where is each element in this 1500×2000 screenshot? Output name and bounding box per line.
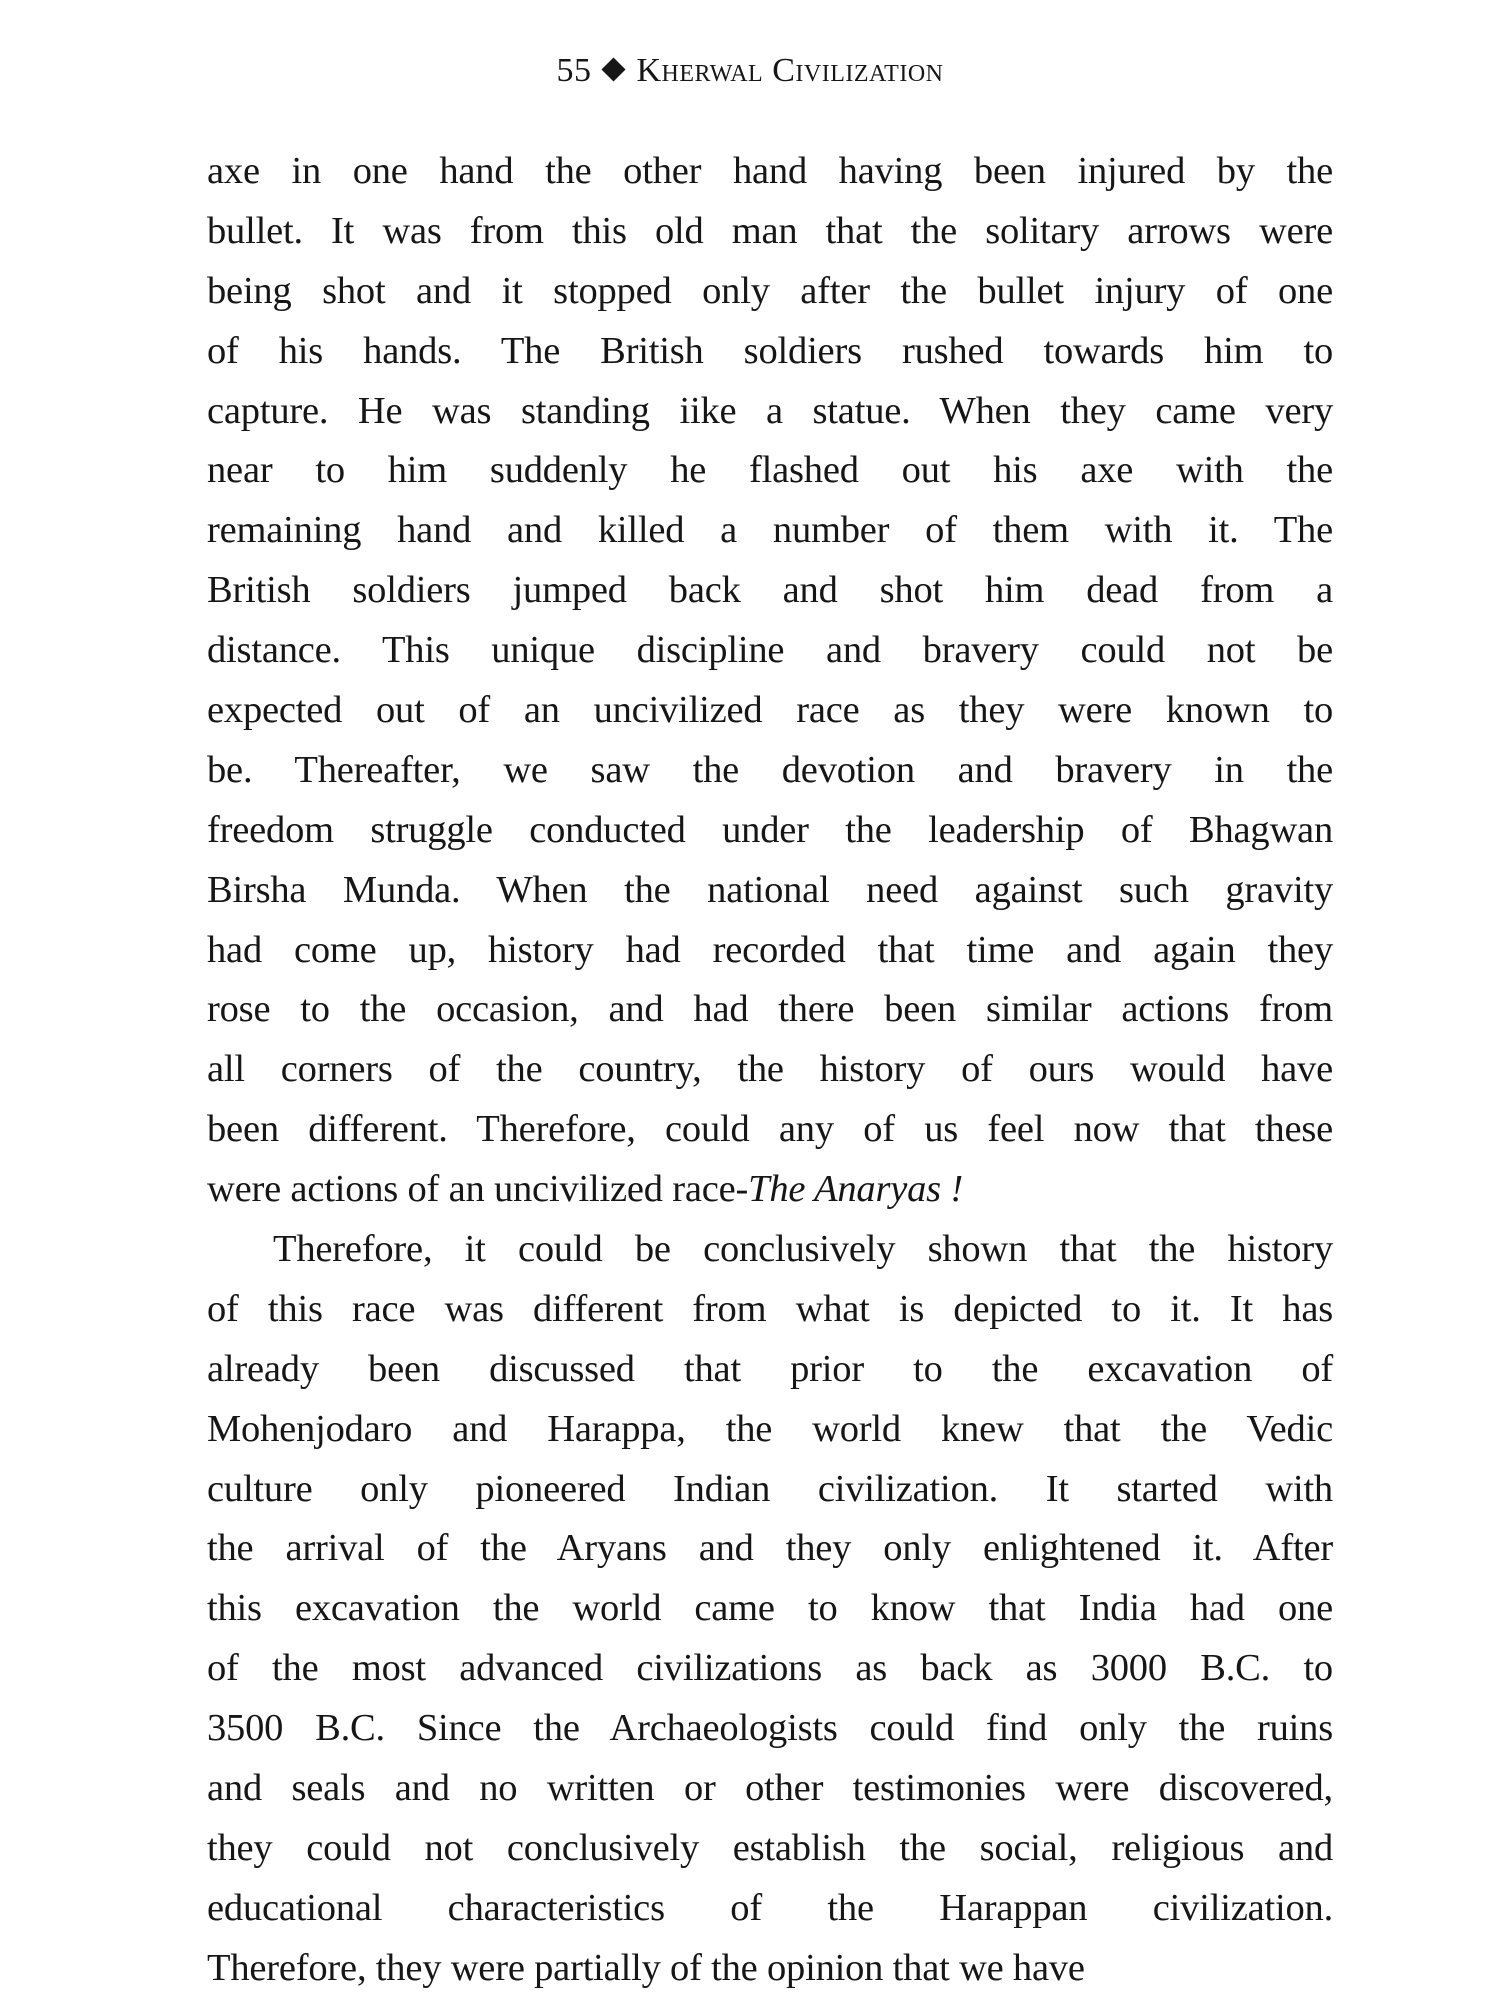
text-line bbox=[207, 1160, 1333, 1220]
text-line: the arrival of the Aryans and they only enlightened it. After bbox=[207, 1527, 1333, 1570]
text-line: being shot and it stopped only after the bullet injury of one bbox=[207, 269, 1333, 312]
text-line: of his hands. The British soldiers rushed towards him to bbox=[207, 329, 1333, 372]
text-line: of this race was different from what is depicted to it. It has bbox=[207, 1287, 1333, 1330]
text-line: culture only pioneered Indian civilization. It started with bbox=[207, 1467, 1333, 1510]
paragraph bbox=[207, 1220, 1333, 1999]
text-line: of the most advanced civilizations as back as 3000 B.C. to bbox=[207, 1647, 1333, 1690]
text-line: rose to the occasion, and had there been similar actions from bbox=[207, 988, 1333, 1031]
text-line: expected out of an uncivilized race as they were known to bbox=[207, 689, 1333, 732]
book-title: Kherwal Civilization bbox=[636, 52, 944, 89]
running-header bbox=[0, 52, 1500, 90]
text-line: all corners of the country, the history of ours would have bbox=[207, 1048, 1333, 1091]
text-line: distance. This unique discipline and bravery could not be bbox=[207, 629, 1333, 672]
text-line-italic: The Anaryas ! bbox=[748, 1168, 964, 1211]
text-line: had come up, history had recorded that time and again they bbox=[207, 928, 1333, 971]
text-line: Birsha Munda. When the national need against such gravity bbox=[207, 868, 1333, 911]
diamond-icon bbox=[602, 57, 626, 81]
text-line: they could not conclusively establish the social, religious and bbox=[207, 1826, 1333, 1869]
text-line: been different. Therefore, could any of us feel now that these bbox=[207, 1108, 1333, 1151]
text-line: this excavation the world came to know that India had one bbox=[207, 1587, 1333, 1630]
text-line: bullet. It was from this old man that the solitary arrows were bbox=[207, 209, 1333, 252]
text-line: and seals and no written or other testimonies were discovered, bbox=[207, 1767, 1333, 1810]
text-line: already been discussed that prior to the excavation of bbox=[207, 1347, 1333, 1390]
text-line: freedom struggle conducted under the leadership of Bhagwan bbox=[207, 808, 1333, 851]
text-line: be. Thereafter, we saw the devotion and bravery in the bbox=[207, 748, 1333, 791]
page-number: 55 bbox=[556, 52, 592, 89]
text-line-roman: were actions of an uncivilized race- bbox=[207, 1168, 749, 1211]
text-line: Therefore, they were partially of the opinion that we have bbox=[207, 1946, 1085, 1989]
text-line: British soldiers jumped back and shot him dead from a bbox=[207, 569, 1333, 612]
text-line: Therefore, it could be conclusively shown that the history bbox=[273, 1228, 1333, 1271]
paragraph bbox=[207, 142, 1333, 1220]
text-line: capture. He was standing iike a statue. When they came very bbox=[207, 389, 1333, 432]
text-line: remaining hand and killed a number of them with it. The bbox=[207, 509, 1333, 552]
text-line: educational characteristics of the Harappan civilization. bbox=[207, 1886, 1333, 1929]
text-line: Mohenjodaro and Harappa, the world knew that the Vedic bbox=[207, 1407, 1333, 1450]
page-body bbox=[207, 142, 1333, 1999]
text-line: axe in one hand the other hand having been injured by the bbox=[207, 150, 1333, 192]
text-line: 3500 B.C. Since the Archaeologists could find only the ruins bbox=[207, 1707, 1333, 1750]
text-line: near to him suddenly he flashed out his axe with the bbox=[207, 449, 1333, 492]
